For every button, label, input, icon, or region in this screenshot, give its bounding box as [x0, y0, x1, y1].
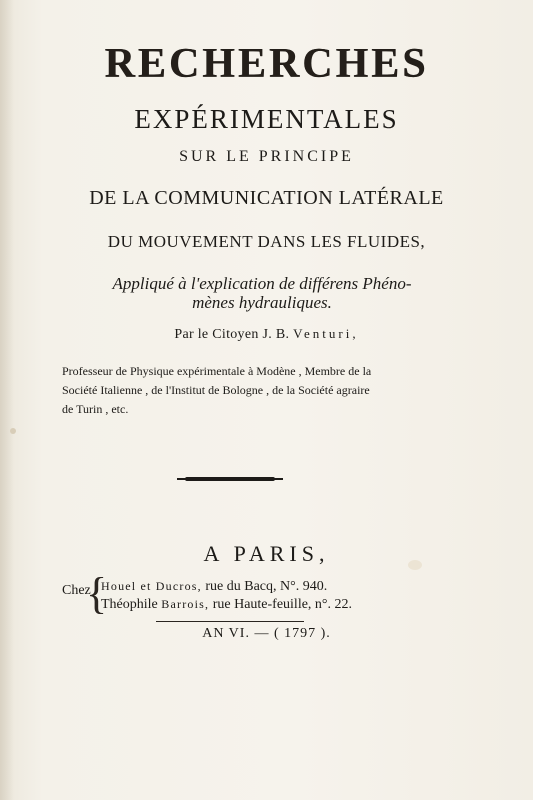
- title-line-principe: SUR LE PRINCIPE: [179, 148, 354, 165]
- author-prefix: Par le Citoyen J. B.: [174, 327, 290, 342]
- publisher-prefix: Théophile: [101, 597, 158, 612]
- credentials-line: de Turin , etc.: [62, 402, 129, 416]
- author-name: Venturi,: [293, 326, 359, 341]
- place-of-publication: A PARIS,: [203, 541, 330, 566]
- publisher-chez: Chez: [62, 583, 91, 598]
- date-rule: [156, 621, 304, 622]
- paper-stain: [10, 428, 16, 434]
- title-line-communication: DE LA COMMUNICATION LATÉRALE: [89, 187, 444, 209]
- publisher-address: rue du Bacq, N°. 940.: [205, 579, 328, 594]
- credentials-line: Société Italienne , de l'Institut de Bologne , de la Société agraire: [62, 383, 370, 397]
- book-subtitle: EXPÉRIMENTALES: [134, 104, 399, 134]
- brace-glyph: {: [86, 569, 108, 618]
- author-credentials: [62, 362, 392, 419]
- book-title: RECHERCHES: [104, 41, 429, 87]
- publisher-line-1: [101, 579, 327, 595]
- application-note-line: Appliqué à l'explication de différens Phéno-: [112, 274, 412, 293]
- publisher-address: rue Haute-feuille, n°. 22.: [212, 597, 353, 612]
- publisher-name: Houel et Ducros,: [101, 579, 202, 593]
- author-line: [0, 326, 533, 343]
- ornamental-rule: [185, 477, 275, 481]
- application-note: [62, 274, 462, 312]
- publisher-name: Barrois,: [161, 597, 210, 611]
- title-line-mouvement: DU MOUVEMENT DANS LES FLUIDES,: [107, 232, 426, 251]
- application-note-line: mènes hydrauliques.: [192, 293, 332, 312]
- publication-date: AN VI. — ( 1797 ).: [202, 626, 331, 641]
- credentials-line: Professeur de Physique expérimentale à Modène , Membre de la: [62, 364, 372, 378]
- publisher-line-2: [101, 597, 352, 613]
